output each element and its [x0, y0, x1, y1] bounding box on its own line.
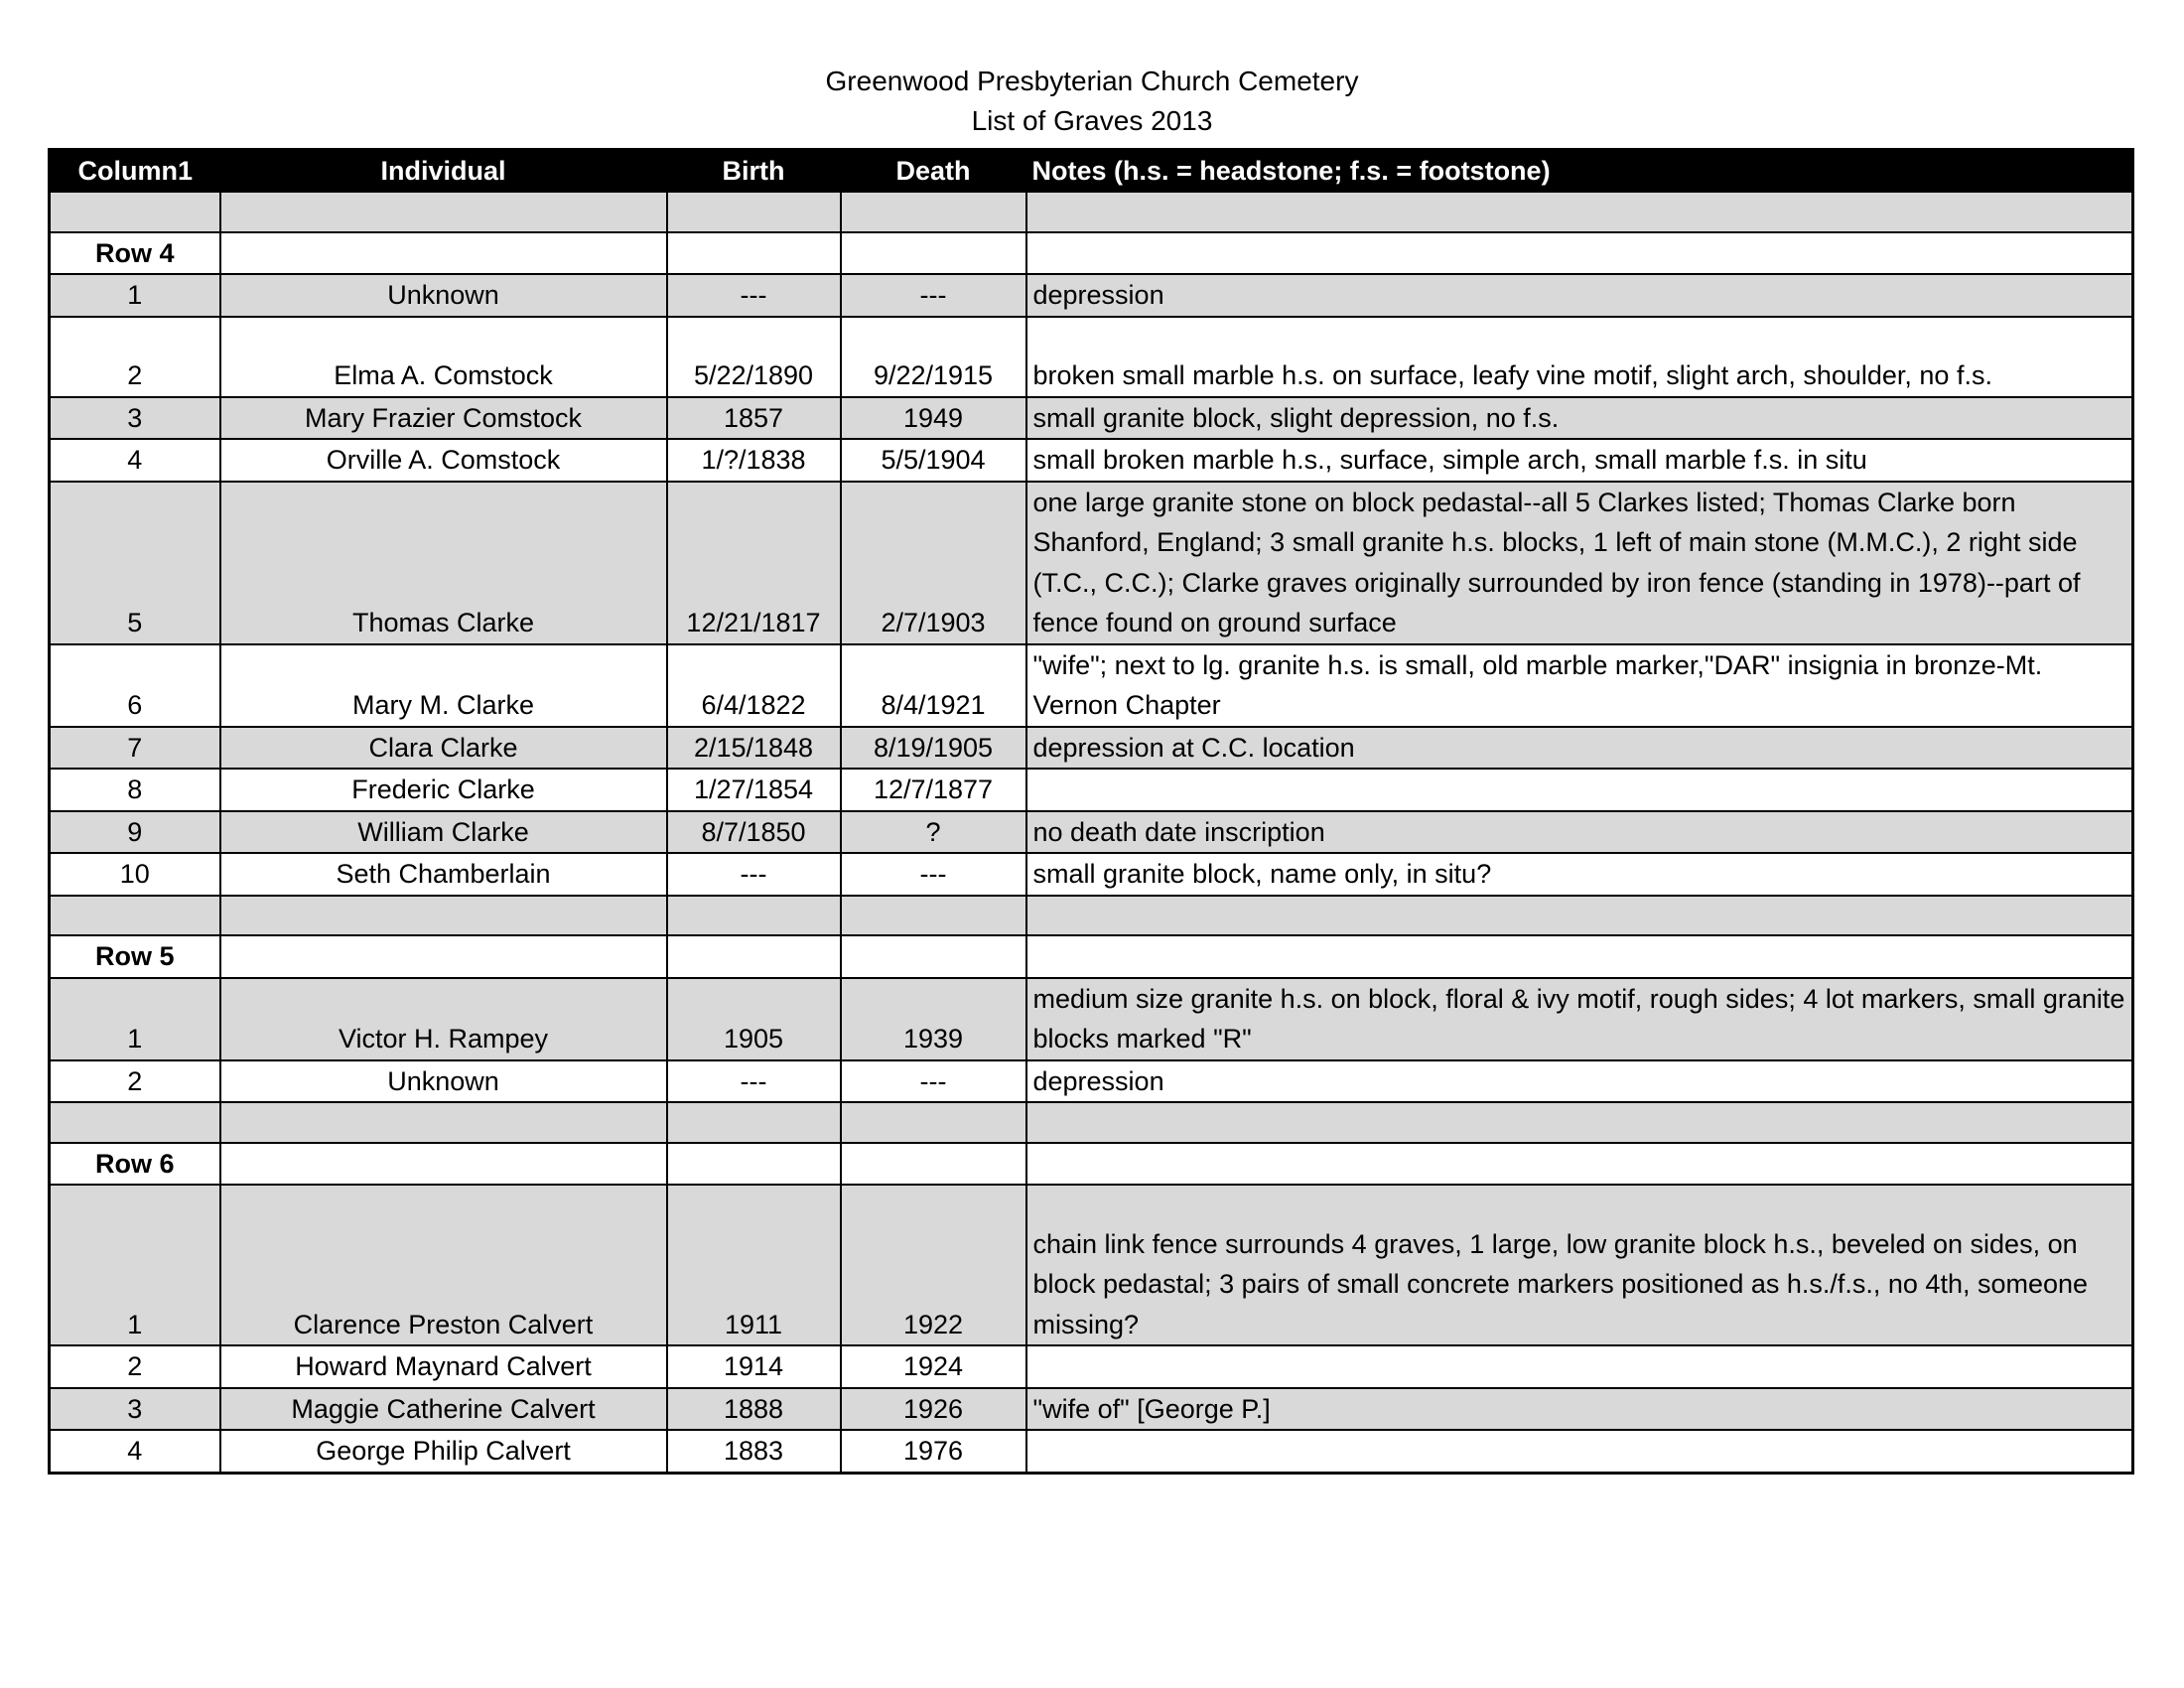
- death-date: 5/5/1904: [841, 439, 1026, 482]
- table-row: [50, 811, 2133, 854]
- table-row: [50, 482, 2133, 644]
- empty-cell: [841, 232, 1026, 275]
- document-title: [0, 62, 2184, 141]
- death-date: ---: [841, 274, 1026, 317]
- grave-number: 8: [50, 769, 220, 811]
- empty-cell: [1026, 1102, 2133, 1143]
- section-row: [50, 935, 2133, 978]
- empty-cell: [50, 896, 220, 936]
- empty-cell: [667, 192, 841, 232]
- section-label: Row 5: [50, 935, 220, 978]
- individual-name: Seth Chamberlain: [220, 853, 667, 896]
- birth-date: 1911: [667, 1185, 841, 1345]
- empty-cell: [220, 232, 667, 275]
- table-body: [50, 192, 2133, 1473]
- empty-cell: [667, 232, 841, 275]
- birth-date: 12/21/1817: [667, 482, 841, 644]
- blank-row: [50, 896, 2133, 936]
- table-row: [50, 853, 2133, 896]
- notes-cell: "wife"; next to lg. granite h.s. is small, old marble marker,"DAR" insignia in bronze-Mt. Vernon Chapter: [1026, 644, 2133, 727]
- table-row: [50, 274, 2133, 317]
- notes-cell: [1026, 1345, 2133, 1388]
- death-date: ---: [841, 1060, 1026, 1103]
- notes-cell: no death date inscription: [1026, 811, 2133, 854]
- table-row: [50, 1060, 2133, 1103]
- birth-date: 1905: [667, 978, 841, 1060]
- empty-cell: [667, 935, 841, 978]
- header-notes: Notes (h.s. = headstone; f.s. = footstone): [1026, 150, 2133, 193]
- notes-cell: "wife of" [George P.]: [1026, 1388, 2133, 1431]
- death-date: ---: [841, 853, 1026, 896]
- birth-date: 1/?/1838: [667, 439, 841, 482]
- empty-cell: [1026, 1143, 2133, 1186]
- grave-number: 1: [50, 1185, 220, 1345]
- empty-cell: [1026, 896, 2133, 936]
- death-date: 2/7/1903: [841, 482, 1026, 644]
- notes-cell: broken small marble h.s. on surface, leafy vine motif, slight arch, shoulder, no f.s.: [1026, 317, 2133, 397]
- individual-name: Orville A. Comstock: [220, 439, 667, 482]
- death-date: 12/7/1877: [841, 769, 1026, 811]
- death-date: ?: [841, 811, 1026, 854]
- individual-name: Frederic Clarke: [220, 769, 667, 811]
- empty-cell: [841, 896, 1026, 936]
- table-row: [50, 1345, 2133, 1388]
- notes-cell: chain link fence surrounds 4 graves, 1 large, low granite block h.s., beveled on sides, on block pedastal; 3 pairs of small concrete markers positioned as h.s./f.s., no 4th, someone missing?: [1026, 1185, 2133, 1345]
- individual-name: Unknown: [220, 1060, 667, 1103]
- table-row: [50, 397, 2133, 440]
- empty-cell: [1026, 192, 2133, 232]
- notes-cell: depression at C.C. location: [1026, 727, 2133, 770]
- individual-name: Mary M. Clarke: [220, 644, 667, 727]
- birth-date: 8/7/1850: [667, 811, 841, 854]
- birth-date: ---: [667, 274, 841, 317]
- notes-cell: one large granite stone on block pedastal--all 5 Clarkes listed; Thomas Clarke born Shanford, England; 3 small granite h.s. blocks, 1 left of main stone (M.M.C.), 2 right side (T.C., C.C.); Clarke graves originally surrounded by iron fence (standing in 1978)--part of fence found on ground surface: [1026, 482, 2133, 644]
- death-date: 9/22/1915: [841, 317, 1026, 397]
- table-row: [50, 644, 2133, 727]
- grave-number: 1: [50, 978, 220, 1060]
- grave-number: 3: [50, 397, 220, 440]
- header-individual: Individual: [220, 150, 667, 193]
- empty-cell: [841, 935, 1026, 978]
- grave-number: 2: [50, 1345, 220, 1388]
- death-date: 8/4/1921: [841, 644, 1026, 727]
- empty-cell: [220, 192, 667, 232]
- individual-name: Unknown: [220, 274, 667, 317]
- table-row: [50, 1430, 2133, 1473]
- empty-cell: [1026, 935, 2133, 978]
- death-date: 1939: [841, 978, 1026, 1060]
- individual-name: Howard Maynard Calvert: [220, 1345, 667, 1388]
- death-date: 1949: [841, 397, 1026, 440]
- header-row: [50, 150, 2133, 193]
- notes-cell: small broken marble h.s., surface, simple arch, small marble f.s. in situ: [1026, 439, 2133, 482]
- table-row: [50, 978, 2133, 1060]
- table-row: [50, 317, 2133, 397]
- empty-cell: [220, 1102, 667, 1143]
- empty-cell: [667, 896, 841, 936]
- death-date: 1926: [841, 1388, 1026, 1431]
- title-line-2: List of Graves 2013: [971, 105, 1213, 136]
- death-date: 1976: [841, 1430, 1026, 1473]
- notes-cell: [1026, 1430, 2133, 1473]
- birth-date: ---: [667, 853, 841, 896]
- notes-cell: depression: [1026, 274, 2133, 317]
- header-birth: Birth: [667, 150, 841, 193]
- empty-cell: [220, 1143, 667, 1186]
- table-row: [50, 727, 2133, 770]
- notes-cell: depression: [1026, 1060, 2133, 1103]
- blank-row: [50, 1102, 2133, 1143]
- individual-name: Clarence Preston Calvert: [220, 1185, 667, 1345]
- empty-cell: [50, 192, 220, 232]
- individual-name: Thomas Clarke: [220, 482, 667, 644]
- empty-cell: [1026, 232, 2133, 275]
- grave-number: 4: [50, 439, 220, 482]
- individual-name: Clara Clarke: [220, 727, 667, 770]
- section-row: [50, 1143, 2133, 1186]
- empty-cell: [220, 896, 667, 936]
- section-row: [50, 232, 2133, 275]
- birth-date: ---: [667, 1060, 841, 1103]
- grave-number: 9: [50, 811, 220, 854]
- empty-cell: [667, 1143, 841, 1186]
- grave-number: 4: [50, 1430, 220, 1473]
- notes-cell: small granite block, slight depression, no f.s.: [1026, 397, 2133, 440]
- header-death: Death: [841, 150, 1026, 193]
- death-date: 1924: [841, 1345, 1026, 1388]
- death-date: 8/19/1905: [841, 727, 1026, 770]
- grave-number: 10: [50, 853, 220, 896]
- birth-date: 1/27/1854: [667, 769, 841, 811]
- notes-cell: [1026, 769, 2133, 811]
- grave-number: 2: [50, 1060, 220, 1103]
- grave-number: 6: [50, 644, 220, 727]
- blank-row: [50, 192, 2133, 232]
- table-row: [50, 439, 2133, 482]
- birth-date: 5/22/1890: [667, 317, 841, 397]
- grave-number: 1: [50, 274, 220, 317]
- individual-name: Mary Frazier Comstock: [220, 397, 667, 440]
- birth-date: 1914: [667, 1345, 841, 1388]
- notes-cell: small granite block, name only, in situ?: [1026, 853, 2133, 896]
- empty-cell: [667, 1102, 841, 1143]
- death-date: 1922: [841, 1185, 1026, 1345]
- header-column1: Column1: [50, 150, 220, 193]
- grave-number: 7: [50, 727, 220, 770]
- birth-date: 2/15/1848: [667, 727, 841, 770]
- grave-number: 5: [50, 482, 220, 644]
- table-row: [50, 1388, 2133, 1431]
- individual-name: Elma A. Comstock: [220, 317, 667, 397]
- empty-cell: [841, 1143, 1026, 1186]
- table-row: [50, 769, 2133, 811]
- birth-date: 1883: [667, 1430, 841, 1473]
- empty-cell: [220, 935, 667, 978]
- birth-date: 6/4/1822: [667, 644, 841, 727]
- empty-cell: [841, 1102, 1026, 1143]
- individual-name: Victor H. Rampey: [220, 978, 667, 1060]
- individual-name: George Philip Calvert: [220, 1430, 667, 1473]
- birth-date: 1857: [667, 397, 841, 440]
- graves-table: [48, 148, 2134, 1475]
- birth-date: 1888: [667, 1388, 841, 1431]
- individual-name: Maggie Catherine Calvert: [220, 1388, 667, 1431]
- grave-number: 3: [50, 1388, 220, 1431]
- individual-name: William Clarke: [220, 811, 667, 854]
- empty-cell: [50, 1102, 220, 1143]
- table-row: [50, 1185, 2133, 1345]
- section-label: Row 4: [50, 232, 220, 275]
- grave-number: 2: [50, 317, 220, 397]
- empty-cell: [841, 192, 1026, 232]
- notes-cell: medium size granite h.s. on block, floral & ivy motif, rough sides; 4 lot markers, small granite blocks marked "R": [1026, 978, 2133, 1060]
- section-label: Row 6: [50, 1143, 220, 1186]
- title-line-1: Greenwood Presbyterian Church Cemetery: [825, 66, 1359, 96]
